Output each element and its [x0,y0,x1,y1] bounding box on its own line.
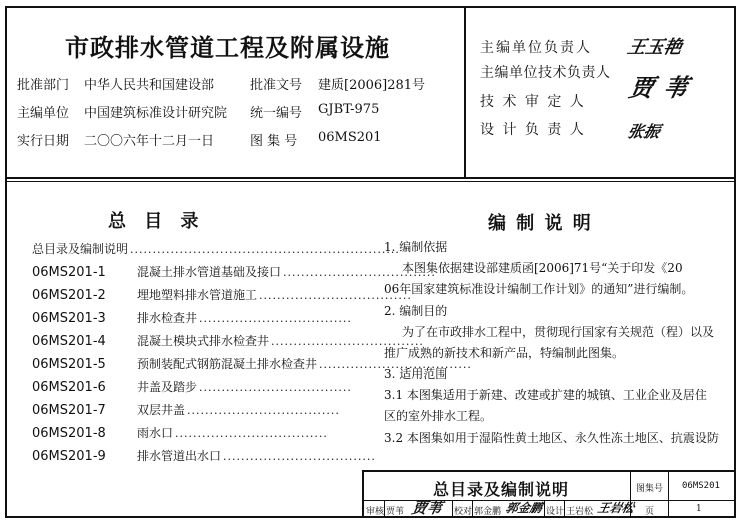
title-block-title: 总目录及编制说明 [433,480,570,499]
checker-signature: 郭金鹏 [504,501,544,515]
approval-doc-label: 批准文号 [250,78,303,93]
notes-s3-2-line1: 3.2 本图集如用于湿陷性黄土地区、永久性冻土地区、抗震设防 [384,431,719,445]
signature-4: 张振 [625,122,662,141]
toc-dots: .................................. [271,335,424,348]
toc-item-name: 预制装配式钢筋混凝土排水检查井 [137,357,318,371]
toc-item-code: 06MS201-8 [32,426,106,441]
signatory-role-4: 设 计 负 责 人 [480,122,586,138]
notes-s3-1-line2: 区的室外排水工程。 [384,409,493,423]
toc-item [32,263,436,283]
toc-item [32,309,352,329]
toc-item-name: 排水检查井 [137,311,198,325]
toc-item-code: 06MS201-4 [32,334,106,349]
notes-s2-line1: 为了在市政排水工程中，贯彻现行国家有关规范（程）以及 [402,325,715,339]
unified-no: GJBT-975 [318,102,380,117]
toc-item [32,447,376,467]
toc-item-code: 06MS201-9 [32,449,106,464]
toc-item [32,378,352,398]
toc-item-code: 06MS201-1 [32,265,106,280]
toc-item-code: 06MS201-6 [32,380,106,395]
checker: 郭金鹏 [474,507,502,517]
tb-sep [472,500,473,518]
title-block-atlas-no: 06MS201 [682,481,720,491]
notes-s3-title: 3. 适用范围 [384,367,448,381]
toc-item [32,332,424,352]
toc-item-name: 混凝土排水管道基础及接口 [137,265,282,279]
toc-dots: .................................. [283,266,436,279]
page-title: 市政排水管道工程及附属设施 [65,33,390,62]
tb-sep [544,500,545,518]
tb-sep [384,500,385,518]
toc-item-code: 06MS201-7 [32,403,106,418]
reviewer: 贾苇 [386,507,405,517]
notes-s3-1-line1: 3.1 本图集适用于新建、改建或扩建的城镇、工业企业及居住 [384,388,707,402]
atlas-no: 06MS201 [318,130,382,145]
toc-item [32,401,340,421]
toc-dots: .................................. [199,381,352,394]
title-block-col2 [668,470,669,518]
toc-dots: .................................. [187,404,340,417]
editor-unit-label: 主编单位 [17,106,70,121]
notes-s1-line1: 本图集依据建设部建质函[2006]71号“关于印发《20 [402,261,683,275]
notes-s1-title: 1. 编制依据 [384,240,448,254]
toc-item-name: 排水管道出水口 [137,449,222,463]
toc-item [32,286,412,306]
title-block-top [362,470,736,472]
header-divider-horizontal [5,177,736,179]
signature-1: 王玉艳 [625,37,684,58]
effective-label: 实行日期 [17,134,70,149]
toc-dots: .................................. [319,358,472,371]
toc-intro-row [32,240,400,260]
effective-date: 二〇〇六年十二月一日 [84,134,215,149]
design-label: 设计 [546,507,565,517]
header-divider-thin [5,181,736,182]
toc-item-name: 双层井盖 [137,403,186,417]
toc-item-name: 井盖及踏步 [137,380,198,394]
reviewer-signature: 贾苇 [409,499,444,517]
toc-item-code: 06MS201-3 [32,311,106,326]
signatory-role-1: 主编单位负责人 [480,40,592,56]
toc-item-name: 埋地塑料排水管道施工 [137,288,258,302]
notes-s2-title: 2. 编制目的 [384,304,448,318]
approval-dept: 中华人民共和国建设部 [84,78,215,93]
signatory-role-2: 主编单位技术负责人 [480,65,611,81]
header-divider-vertical [464,6,466,178]
review-label: 审核 [366,507,385,517]
toc-dots: .................................. [223,450,376,463]
page-label: 页 [645,507,655,517]
notes-s1-line2: 06年国家建筑标准设计编制工作计划》的通知”进行编制。 [384,282,694,296]
notes-title: 编 制 说 明 [488,213,593,234]
toc-item [32,424,332,444]
toc-dots: .................................. [199,312,352,325]
editor-unit: 中国建筑标准设计研究院 [84,106,228,121]
toc-dots: ............................................................ [130,243,400,256]
approval-dept-label: 批准部门 [17,78,70,93]
tb-sep [452,500,453,518]
toc-item-name: 混凝土模块式排水检查井 [137,334,270,348]
designer-signature: 王岩松 [596,501,636,515]
toc-dots: .................................. [259,289,412,302]
toc-item-name: 雨水口 [137,426,174,440]
toc-intro: 总目录及编制说明 [32,242,129,256]
signature-2: 贾苇 [626,73,701,102]
toc-item-code: 06MS201-2 [32,288,106,303]
atlas-no-label: 图 集 号 [250,134,298,149]
title-block-left [362,470,364,518]
designer: 王岩松 [566,507,594,517]
title-block-atlas-label: 图集号 [636,484,664,494]
toc-title: 总 目 录 [108,211,205,232]
check-label: 校对 [454,507,473,517]
notes-s2-line2: 推广成熟的新技术和新产品，特编制此图集。 [384,346,625,360]
toc-item-code: 06MS201-5 [32,357,106,372]
unified-no-label: 统一编号 [250,106,303,121]
tb-sep [564,500,565,518]
page-no: 1 [696,504,702,514]
approval-doc: 建质[2006]281号 [318,78,426,93]
signatory-role-3: 技 术 审 定 人 [480,94,586,110]
toc-dots: .................................. [175,427,328,440]
